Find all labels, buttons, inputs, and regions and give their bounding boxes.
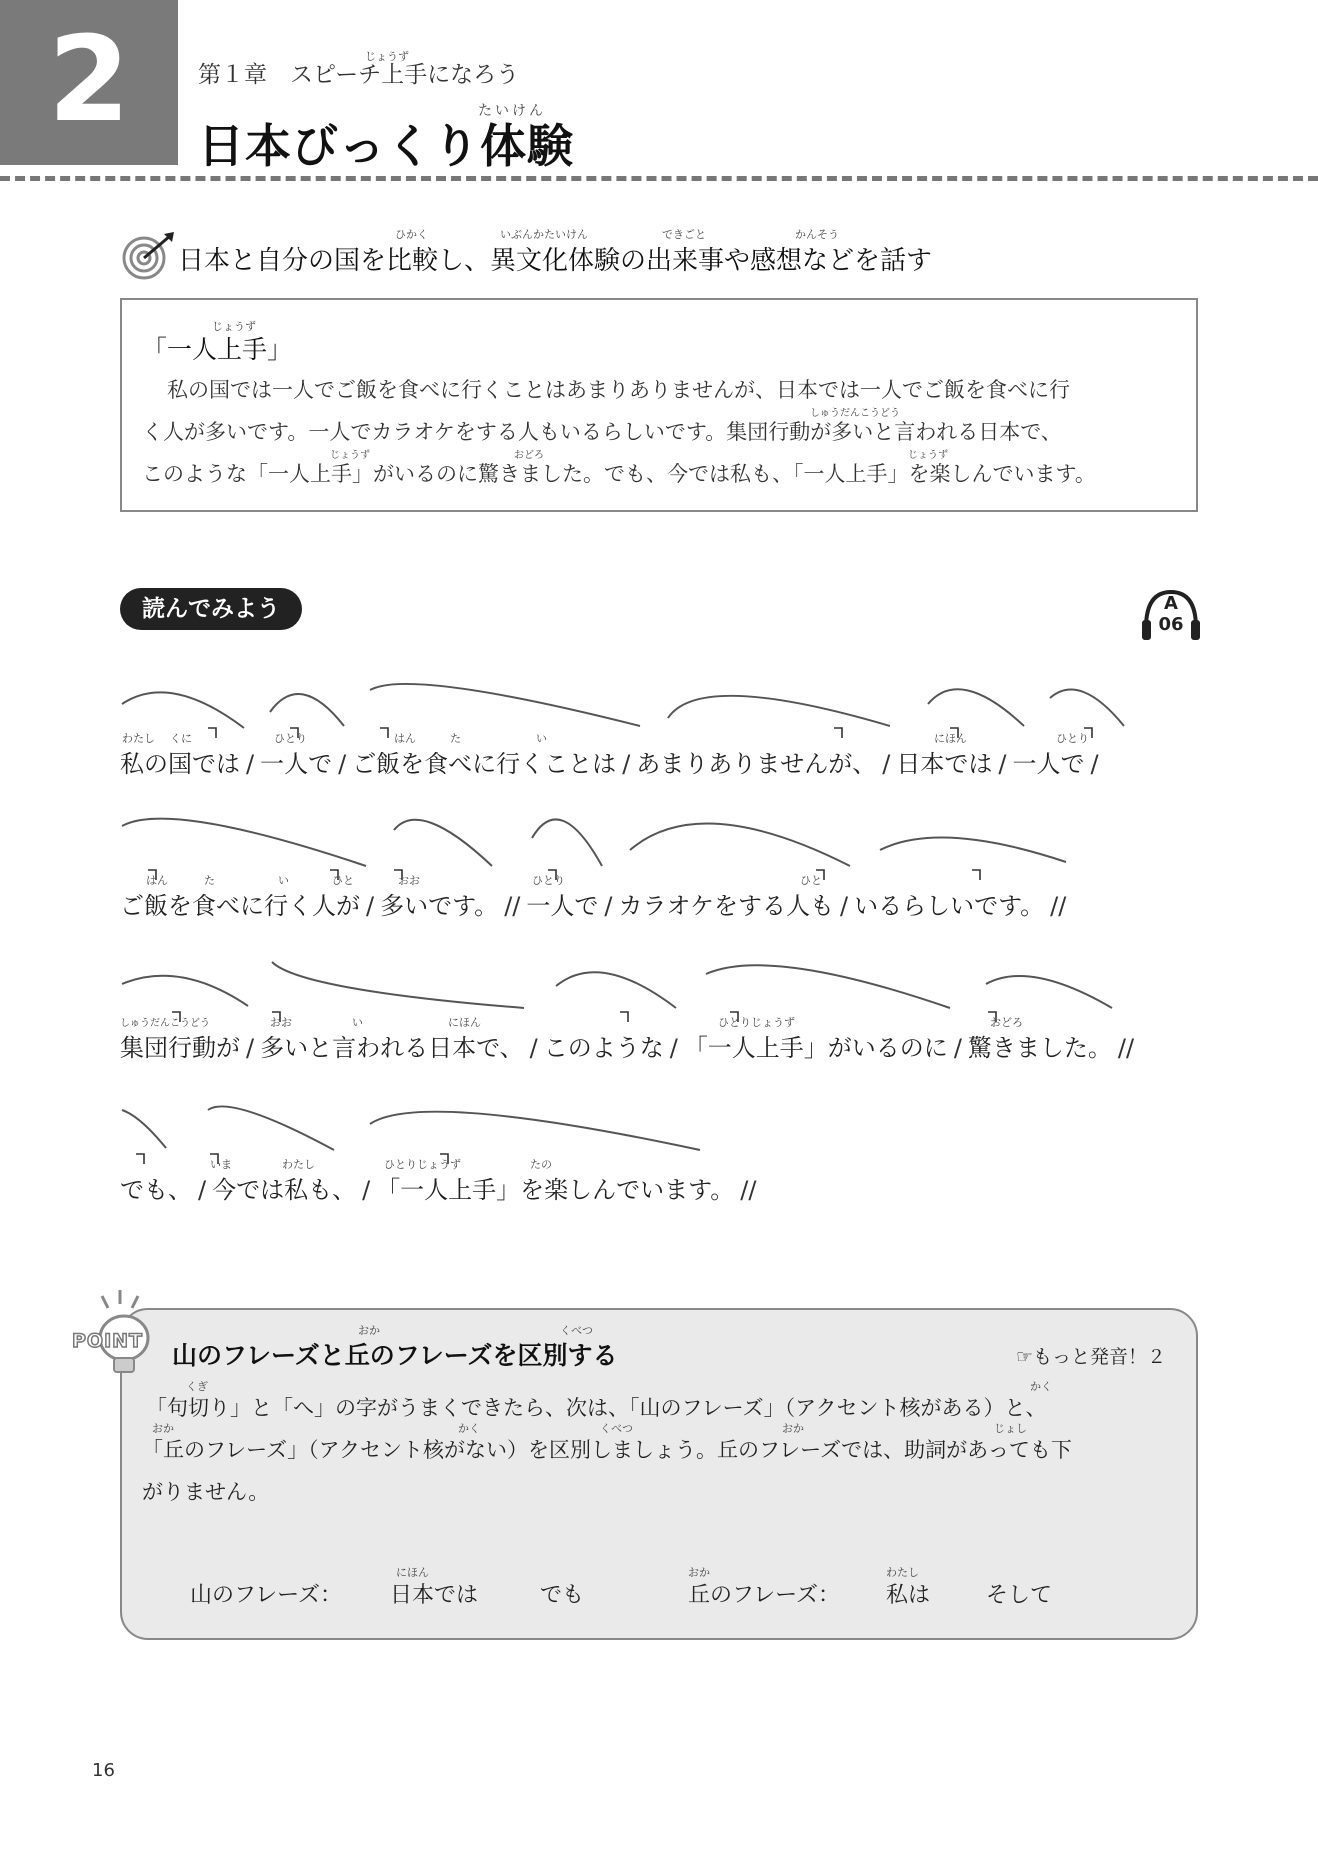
phrase: ご飯を食べに行くことは: [352, 750, 617, 778]
mountain-example-ruby: にほん: [396, 1566, 429, 1579]
sample-title-ruby: じょうず: [212, 320, 256, 333]
r4-ruby-4: たの: [530, 1158, 552, 1171]
objective-ruby-4: かんそう: [795, 228, 839, 241]
point-line-ruby-6: おか: [782, 1422, 804, 1435]
hill-label-ruby: おか: [688, 1566, 710, 1579]
curve-r2-5: [880, 838, 1066, 863]
separator: //: [504, 892, 521, 920]
phrase: 私の国では: [120, 750, 240, 778]
curve-r4-1: [122, 1110, 166, 1148]
separator: /: [669, 1034, 678, 1062]
mountain-phrase-label: 山のフレーズ：: [190, 1583, 343, 1608]
separator: /: [246, 750, 255, 778]
separator: /: [366, 892, 375, 920]
row-end-separator: //: [740, 1176, 757, 1204]
curve-r3-3: [556, 972, 676, 1008]
r2-ruby-6: ひとり: [532, 874, 565, 887]
sample-line-1: 私の国では一人でご飯を食べに行くことはあまりありませんが、日本では一人でご飯を食べに行: [146, 378, 1070, 402]
phrase: 一人で: [526, 892, 599, 920]
phrase: ご飯を食べに行く人が: [120, 892, 360, 920]
r1-ruby-8: ひとり: [1056, 732, 1089, 745]
curve-r3-4: [706, 965, 950, 1008]
sample-ruby-3: おどろ: [514, 450, 544, 461]
point-line-1: 「句切り」と「へ」の字がうまくできたら、次は、「山のフレーズ」（アクセント核がある）と、: [146, 1396, 1047, 1420]
curve-r2-1: [122, 819, 366, 866]
r2-ruby-2: た: [204, 874, 215, 887]
curve-r3-5: [986, 976, 1112, 1008]
r2-ruby-7: ひと: [800, 874, 822, 887]
objective-ruby-1: ひかく: [395, 228, 428, 241]
row-end-separator: //: [1050, 892, 1067, 920]
r1-ruby-6: い: [536, 732, 547, 745]
separator: /: [839, 892, 849, 920]
phrase: 「一人上手」がいるのに: [683, 1034, 948, 1062]
point-heading: 山のフレーズと丘のフレーズを区別する: [172, 1341, 618, 1370]
r2-ruby-3: い: [278, 874, 289, 887]
reading-row-4: [120, 1170, 762, 1205]
hill-example-1: 私は: [886, 1583, 931, 1608]
reading-row-2: [120, 886, 1072, 921]
sample-ruby-2: じょうず: [330, 450, 370, 461]
phrase: 一人で: [1012, 750, 1085, 778]
chapter-label: 第１章 スピーチ上手になろう: [198, 62, 520, 88]
r1-ruby-4: はん: [394, 732, 416, 745]
curve-r2-2: [394, 820, 492, 866]
objective-text: 日本と自分の国を比較し、異文化体験の出来事や感想などを話す: [178, 246, 933, 276]
point-heading-ruby-2: くべつ: [560, 1324, 593, 1337]
sample-ruby-4: じょうず: [908, 450, 948, 461]
title-ruby: たいけん: [478, 103, 546, 119]
point-line-ruby-4: かく: [458, 1422, 480, 1435]
r3-ruby-1: しゅうだんこうどう: [120, 1018, 210, 1029]
r4-ruby-3: ひとりじょうず: [384, 1158, 461, 1171]
audio-track-number: 06: [1158, 614, 1184, 635]
r2-ruby-1: はん: [146, 874, 168, 887]
unit-number: 2: [47, 10, 131, 148]
chapter-ruby: じょうず: [365, 50, 409, 63]
point-line-ruby-7: じょし: [994, 1422, 1027, 1435]
curve-r4-2: [208, 1106, 334, 1150]
more-pronunciation-ref[interactable]: ☞もっと発音！２: [1016, 1346, 1167, 1368]
hill-example-ruby: わたし: [886, 1566, 919, 1579]
objective-ruby-2: いぶんかたいけん: [500, 228, 588, 241]
phrase: あまりありませんが、: [636, 750, 877, 778]
row-end-separator: //: [1117, 1034, 1135, 1062]
phrase: 一人で: [260, 750, 333, 778]
separator: /: [338, 750, 347, 778]
r1-ruby-1: わたし: [122, 732, 155, 745]
point-line-ruby-1: くぎ: [186, 1380, 208, 1393]
phrase: 多いです。: [380, 892, 499, 920]
r1-ruby-2: くに: [170, 732, 192, 745]
phrase: いるらしいです。: [854, 892, 1045, 920]
point-line-ruby-3: おか: [152, 1422, 174, 1435]
point-line-ruby-5: くべつ: [600, 1422, 633, 1435]
curve-r1-1: [122, 692, 244, 728]
reading-row-3: [120, 1028, 1140, 1063]
separator: /: [882, 750, 891, 778]
mountain-example-2: でも: [540, 1583, 585, 1608]
r2-ruby-5: おお: [398, 874, 420, 887]
r3-ruby-3: い: [352, 1016, 363, 1029]
r4-ruby-2: わたし: [282, 1158, 315, 1171]
curve-r2-4: [630, 824, 850, 866]
phrase: 驚きました。: [967, 1034, 1112, 1062]
curve-r1-5: [928, 689, 1024, 726]
curve-r3-1: [122, 976, 248, 1006]
curve-r1-6: [1050, 690, 1124, 726]
point-line-ruby-2: かく: [1030, 1380, 1052, 1393]
page-title: 日本びっくり体験: [198, 119, 574, 173]
separator: /: [622, 750, 631, 778]
mountain-example-1: 日本では: [390, 1583, 479, 1608]
phrase: でも、: [120, 1176, 192, 1204]
point-line-3: がりません。: [142, 1480, 270, 1504]
separator: /: [529, 1034, 538, 1062]
r3-ruby-5: ひとりじょうず: [718, 1016, 795, 1029]
page-number: 16: [92, 1760, 115, 1781]
curve-r3-2: [272, 962, 524, 1008]
phrase: 多いと言われる日本で、: [260, 1034, 524, 1062]
sample-line-2: く人が多いです。一人でカラオケをする人もいるらしいです。集団行動が多いと言われる日本で、: [142, 420, 1062, 444]
r1-ruby-5: た: [450, 732, 461, 745]
separator: /: [998, 750, 1007, 778]
separator: /: [604, 892, 613, 920]
audio-letter: A: [1164, 593, 1178, 614]
hill-example-2: そして: [986, 1583, 1053, 1608]
point-heading-ruby-1: おか: [358, 1324, 380, 1337]
curve-r1-3: [370, 684, 640, 726]
phrase: 「一人上手」を楽しんでいます。: [376, 1176, 735, 1204]
phrase: 今では私も、: [212, 1176, 357, 1204]
reading-row-1: [120, 744, 1105, 779]
r3-ruby-6: おどろ: [990, 1016, 1023, 1029]
phrase: 集団行動が: [120, 1034, 240, 1062]
r1-ruby-7: にほん: [934, 732, 967, 745]
read-aloud-label: 読んでみよう: [120, 588, 302, 630]
hill-phrase-label: 丘のフレーズ：: [688, 1583, 841, 1608]
phrase: このような: [543, 1034, 664, 1062]
sample-line-3: このような「一人上手」がいるのに驚きました。でも、今では私も、「一人上手」を楽しんでいます。: [142, 462, 1096, 486]
r1-ruby-3: ひとり: [274, 732, 307, 745]
curve-r2-3: [532, 819, 602, 866]
separator: /: [362, 1176, 371, 1204]
separator: /: [953, 1034, 962, 1062]
curve-r1-2: [270, 694, 344, 726]
sample-ruby-1: しゅうだんこうどう: [810, 408, 900, 419]
r3-ruby-4: にほん: [448, 1016, 481, 1029]
phrase: カラオケをする人も: [618, 892, 834, 920]
separator: /: [246, 1034, 255, 1062]
row-end-separator: /: [1090, 750, 1099, 778]
separator: /: [198, 1176, 207, 1204]
r2-ruby-4: ひと: [332, 874, 354, 887]
r3-ruby-2: おお: [270, 1016, 292, 1029]
sample-title: 「一人上手」: [142, 335, 293, 364]
curve-r4-3: [370, 1112, 700, 1150]
r4-ruby-1: いま: [210, 1158, 232, 1171]
phrase: 日本では: [896, 750, 993, 778]
point-line-2: 「丘のフレーズ」（アクセント核がない）を区別しましょう。丘のフレーズでは、助詞があっても下: [142, 1438, 1072, 1462]
point-badge: POINT: [72, 1330, 144, 1352]
curve-r1-4: [668, 696, 890, 726]
objective-ruby-3: できごと: [662, 228, 706, 241]
